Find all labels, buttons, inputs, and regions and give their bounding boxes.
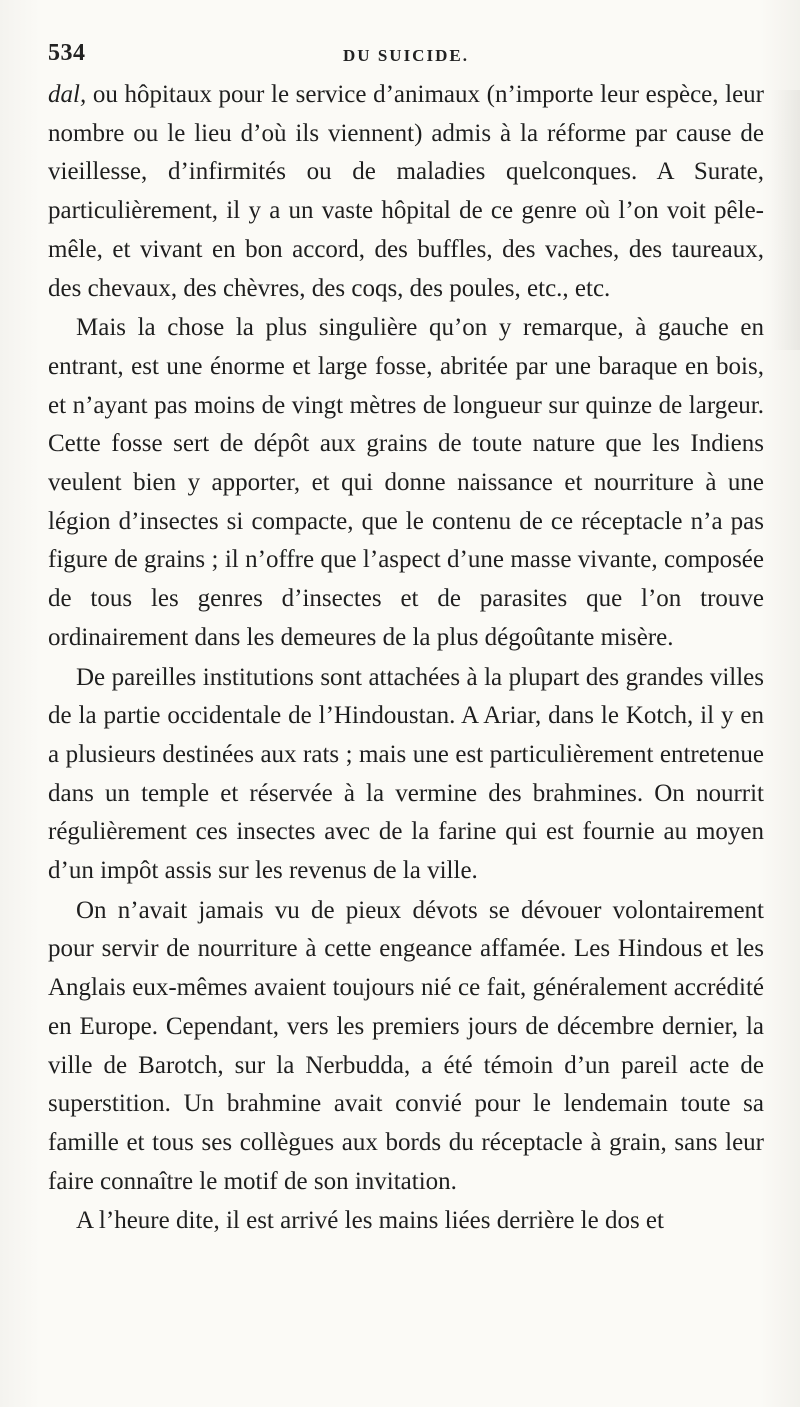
paragraph-1-text: ou hôpitaux pour le service d’animaux (n’importe leur espèce, leur nombre ou le lieu d’où ils viennent) admis à la réforme par cause de vieillesse, d’infirmités ou de maladies quelconques. A Surate, particulièrement, il y a un vaste hôpital de ce genre où l’on voit pêle-mêle, et vivant en bon accord, des buffles, des vaches, des taureaux, des chevaux, des chèvres, des coqs, des poules, etc., etc. bbox=[48, 81, 764, 302]
paragraph-3: De pareilles institutions sont attachées à la plupart des grandes villes de la partie occidentale de l’Hindoustan. A Ariar, dans le Kotch, il y en a plusieurs destinées aux rats ; mais une est particulièrement entretenue dans un temple et réservée à la vermine des brahmines. On nourrit régulièrement ces insectes avec de la farine qui est fournie au moyen d’un impôt assis sur les revenus de la ville. bbox=[48, 663, 764, 885]
paragraph-1 bbox=[48, 76, 764, 308]
page-number: 534 bbox=[48, 40, 86, 66]
page-header bbox=[48, 36, 764, 76]
page-shadow bbox=[770, 90, 800, 350]
paragraph-4: On n’avait jamais vu de pieux dévots se dévouer volontairement pour servir de nourriture à cette engeance affamée. Les Hindous et les Anglais eux-mêmes avaient toujours nié ce fait, généralement accrédité en Europe. Cependant, vers les premiers jours de décembre dernier, la ville de Barotch, sur la Nerbudda, a été témoin d’un pareil acte de superstition. Un brahmine avait convié pour le lendemain toute sa famille et tous ses collègues aux bords du réceptacle à grain, sans leur faire connaître le motif de son invitation. bbox=[48, 896, 764, 1195]
paragraph-5: A l’heure dite, il est arrivé les mains liées derrière le dos et bbox=[76, 1207, 664, 1235]
paragraph-1-lead: dal, bbox=[48, 81, 87, 108]
running-head: DU SUICIDE. bbox=[343, 46, 469, 65]
body-text bbox=[48, 76, 764, 1241]
paragraph-2: Mais la chose la plus singulière qu’on y remarque, à gauche en entrant, est une énorme et large fosse, abritée par une baraque en bois, et n’ayant pas moins de vingt mètres de longueur sur quinze de largeur. Cette fosse sert de dépôt aux grains de toute nature que les Indiens veulent bien y apporter, et qui donne naissance et nourriture à une légion d’insectes si compacte, que le contenu de ce réceptacle n’a pas figure de grains ; il n’offre que l’aspect d’une masse vivante, composée de tous les genres d’insectes et de parasites que l’on trouve ordinairement dans les demeures de la plus dégoûtante misère. bbox=[48, 314, 764, 651]
